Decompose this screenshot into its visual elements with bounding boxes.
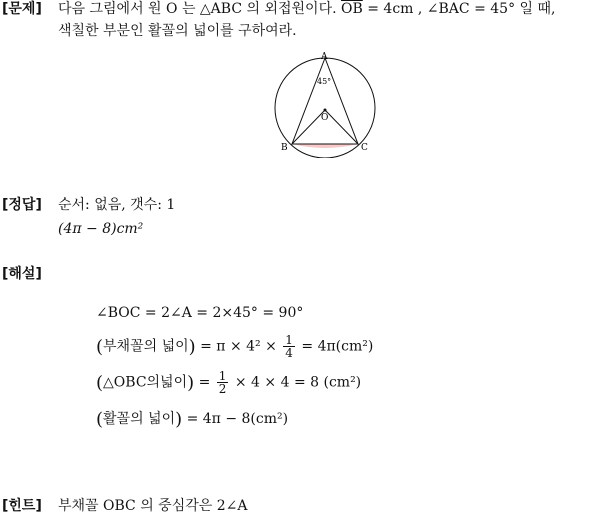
paren-open: (: [96, 372, 104, 394]
paren-close: ): [187, 372, 195, 394]
eq4-rhs: = 4π − 8(cm²): [182, 411, 289, 427]
eq4-lhs: 활꼴의 넓이: [103, 411, 176, 427]
paren-close: ): [175, 409, 183, 430]
problem-line-1-mid: = 4cm , ∠BAC = 45° 일 때,: [362, 1, 556, 17]
circle-figure: [268, 48, 384, 158]
hint-text: 부채꼴 OBC 의 중심각은 2∠A: [58, 498, 248, 514]
problem-line-1: [58, 0, 555, 18]
label-o: O: [321, 113, 329, 123]
label-a: A: [321, 52, 328, 62]
triangle-abc: [292, 58, 358, 144]
eq3-rhs: × 4 × 4 = 8 (cm²): [230, 374, 362, 391]
segment-oc-line: [325, 110, 358, 144]
label-b: B: [281, 143, 288, 153]
eq2-mid: = π × 4² ×: [195, 338, 282, 355]
fraction-denominator: 2: [218, 382, 227, 396]
segment-ob: $\overline{OB}$: [341, 1, 363, 17]
fraction-numerator: 1: [285, 333, 293, 347]
answer-tag: [정답]: [2, 197, 42, 213]
shaded-segment: [292, 144, 358, 148]
angle-label: 45°: [317, 77, 332, 86]
problem-line-2: 색칠한 부분인 활꼴의 넓이를 구하여라.: [58, 23, 297, 39]
eq2-lhs: 부채꼴의 넓이: [103, 338, 189, 355]
eq2-rhs: = 4π(cm²): [296, 338, 374, 355]
explanation-tag: [해설]: [2, 266, 42, 282]
fraction-denominator: 4: [285, 346, 293, 360]
center-point: [324, 109, 327, 112]
explanation-eq-1: ∠BOC = 2∠A = 2×45° = 90°: [96, 305, 304, 321]
explanation-eq-2: [96, 334, 373, 359]
problem-tag: [문제]: [2, 1, 42, 17]
problem-line-1-pre: 다음 그림에서 원 O 는 △ABC 의 외접원이다.: [58, 1, 342, 17]
eq3-lhs: △OBC의넓이: [103, 374, 188, 391]
circumcircle: [275, 58, 375, 158]
answer-line-2: (4π − 8)cm²: [58, 221, 144, 237]
paren-close: ): [188, 336, 196, 358]
explanation-eq-3: [96, 370, 361, 395]
fraction-half: [217, 370, 229, 395]
fraction-numerator: 1: [218, 369, 227, 383]
paren-open: (: [96, 336, 104, 358]
paren-open: (: [96, 409, 104, 430]
explanation-eq-4: [96, 408, 288, 431]
answer-line-1: 순서: 없음, 갯수: 1: [58, 197, 176, 213]
fraction-quarter: [283, 334, 295, 359]
label-c: C: [361, 143, 368, 153]
hint-tag: [힌트]: [2, 498, 42, 514]
eq3-mid: =: [194, 374, 215, 391]
